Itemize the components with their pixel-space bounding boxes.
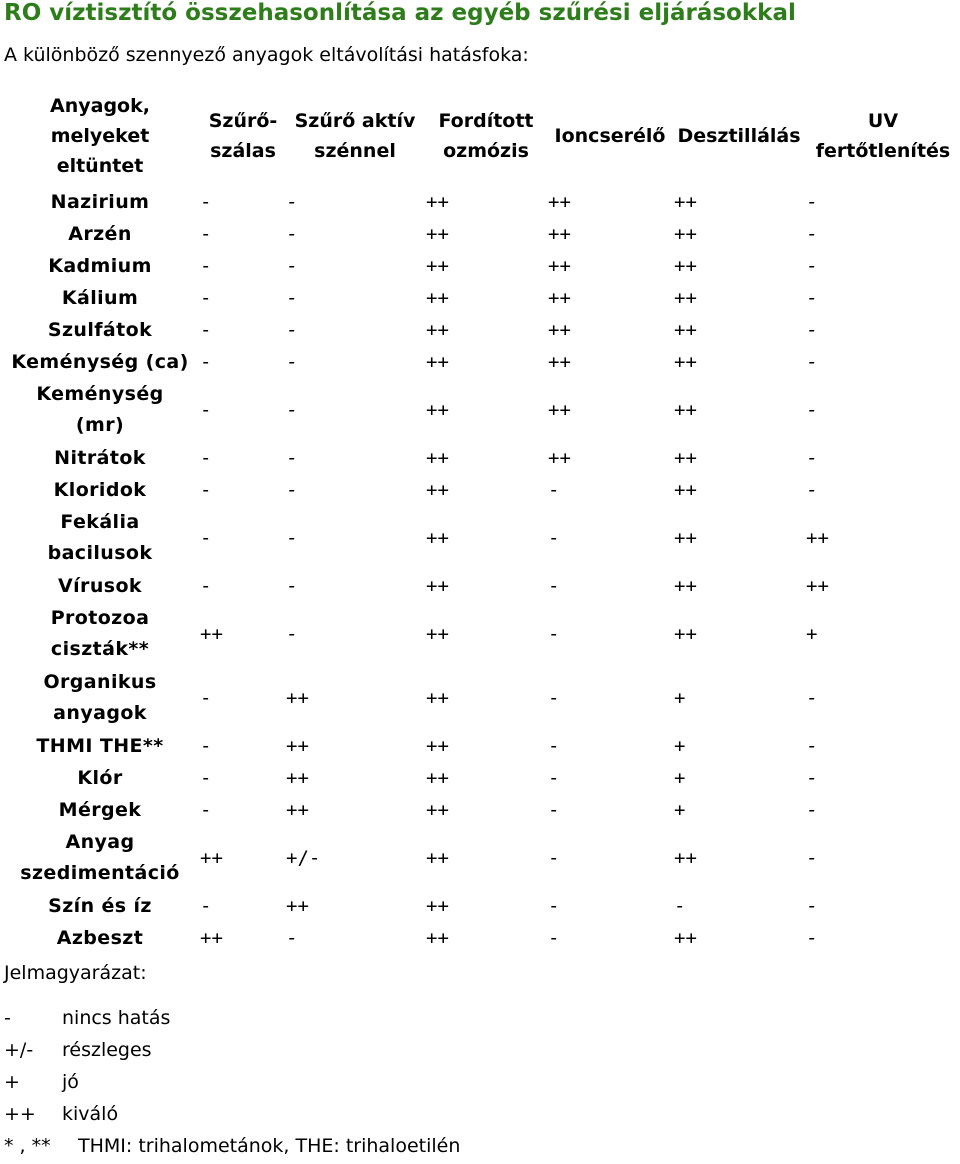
table-row — [0, 282, 960, 314]
rating-cell-ion-exchanger: - — [548, 575, 560, 597]
column-header-activated-carbon-filter — [286, 86, 424, 186]
rating-cell-uv-disinfection: + — [806, 623, 818, 645]
column-header-uv-disinfection — [806, 86, 960, 186]
row-label-line: Anyag — [65, 831, 135, 853]
rating-cell-distillation: + — [674, 799, 686, 821]
rating-cell-ion-exchanger: ++ — [548, 255, 571, 277]
row-label — [0, 602, 200, 666]
rating-cell-uv-disinfection: - — [806, 767, 818, 789]
row-label — [0, 890, 200, 922]
column-header-materials — [0, 86, 200, 186]
rating-cell-distillation: ++ — [674, 223, 697, 245]
rating-cell-reverse-osmosis: ++ — [426, 319, 449, 341]
row-label — [0, 442, 200, 474]
table-row — [0, 506, 960, 570]
rating-cell-ion-exchanger: - — [548, 479, 560, 501]
rating-cell-distillation: ++ — [674, 527, 697, 549]
rating-cell-fiber-filter: - — [200, 287, 212, 309]
rating-cell-uv-disinfection: - — [806, 847, 818, 869]
rating-cell-distillation: ++ — [674, 575, 697, 597]
rating-cell-distillation: + — [674, 735, 686, 757]
row-label-line: Mérgek — [58, 798, 142, 821]
row-label — [0, 314, 200, 346]
legend-item — [4, 1100, 460, 1132]
rating-cell-fiber-filter: - — [200, 447, 212, 469]
rating-cell-activated-carbon-filter: - — [286, 447, 298, 469]
rating-cell-activated-carbon-filter: - — [286, 351, 298, 373]
legend-item — [4, 1036, 460, 1068]
column-header-line: szénnel — [314, 140, 396, 162]
rating-cell-reverse-osmosis: ++ — [426, 287, 449, 309]
rating-cell-uv-disinfection: ++ — [806, 575, 829, 597]
row-label-line: ciszták** — [50, 638, 150, 660]
row-label-line: Keménység (ca) — [11, 350, 189, 373]
rating-cell-activated-carbon-filter: - — [286, 527, 298, 549]
rating-cell-ion-exchanger: ++ — [548, 287, 571, 309]
table-row — [0, 250, 960, 282]
row-label-line: Fekália — [60, 511, 140, 533]
rating-cell-fiber-filter: - — [200, 319, 212, 341]
table-row — [0, 602, 960, 666]
row-label — [0, 762, 200, 794]
rating-cell-reverse-osmosis: ++ — [426, 575, 449, 597]
table-row — [0, 346, 960, 378]
rating-cell-uv-disinfection: - — [806, 399, 818, 421]
rating-cell-activated-carbon-filter: ++ — [286, 799, 309, 821]
rating-cell-uv-disinfection: - — [806, 255, 818, 277]
row-label — [0, 506, 200, 570]
rating-cell-activated-carbon-filter: - — [286, 623, 298, 645]
rating-cell-activated-carbon-filter: - — [286, 223, 298, 245]
rating-cell-distillation: ++ — [674, 847, 697, 869]
row-label-line: Nitrátok — [54, 446, 146, 469]
rating-cell-fiber-filter: - — [200, 479, 212, 501]
rating-cell-ion-exchanger: - — [548, 767, 560, 789]
rating-cell-fiber-filter: - — [200, 191, 212, 213]
rating-cell-distillation: - — [674, 895, 686, 917]
column-header-line: Ioncserélő — [554, 125, 666, 147]
rating-cell-uv-disinfection: - — [806, 687, 818, 709]
rating-cell-uv-disinfection: - — [806, 223, 818, 245]
legend-text: részleges — [62, 1039, 152, 1061]
rating-cell-uv-disinfection: - — [806, 351, 818, 373]
rating-cell-reverse-osmosis: ++ — [426, 767, 449, 789]
rating-cell-uv-disinfection: ++ — [806, 527, 829, 549]
table-row — [0, 378, 960, 442]
row-label-line: Klór — [77, 766, 123, 789]
rating-cell-reverse-osmosis: ++ — [426, 799, 449, 821]
rating-cell-distillation: ++ — [674, 191, 697, 213]
column-header-distillation — [672, 86, 806, 186]
rating-cell-activated-carbon-filter: ++ — [286, 687, 309, 709]
rating-cell-distillation: + — [674, 687, 686, 709]
rating-cell-fiber-filter: ++ — [200, 927, 223, 949]
rating-cell-distillation: ++ — [674, 287, 697, 309]
table-row — [0, 922, 960, 954]
legend — [4, 1004, 460, 1164]
row-label-line: THMI THE** — [36, 734, 164, 757]
rating-cell-reverse-osmosis: ++ — [426, 255, 449, 277]
rating-cell-uv-disinfection: - — [806, 479, 818, 501]
rating-cell-reverse-osmosis: ++ — [426, 895, 449, 917]
column-header-line: Fordított — [438, 110, 534, 132]
table-header-row — [0, 86, 960, 186]
table-body — [0, 186, 960, 954]
table-row — [0, 314, 960, 346]
rating-cell-reverse-osmosis: ++ — [426, 479, 449, 501]
rating-cell-fiber-filter: - — [200, 399, 212, 421]
page-title: RO víztisztító összehasonlítása az egyéb szűrési eljárásokkal — [4, 0, 796, 26]
rating-cell-ion-exchanger: ++ — [548, 319, 571, 341]
rating-cell-reverse-osmosis: ++ — [426, 735, 449, 757]
rating-cell-uv-disinfection: - — [806, 799, 818, 821]
legend-text: nincs hatás — [62, 1007, 171, 1029]
row-label — [0, 570, 200, 602]
rating-cell-ion-exchanger: ++ — [548, 223, 571, 245]
legend-symbol: ++ — [4, 1103, 36, 1125]
rating-cell-activated-carbon-filter: ++ — [286, 735, 309, 757]
legend-symbol: + — [4, 1071, 20, 1093]
rating-cell-reverse-osmosis: ++ — [426, 927, 449, 949]
legend-symbol: - — [4, 1007, 11, 1029]
rating-cell-distillation: ++ — [674, 319, 697, 341]
legend-text: kiváló — [62, 1103, 119, 1125]
rating-cell-reverse-osmosis: ++ — [426, 191, 449, 213]
rating-cell-ion-exchanger: ++ — [548, 399, 571, 421]
rating-cell-activated-carbon-filter: - — [286, 399, 298, 421]
row-label — [0, 218, 200, 250]
rating-cell-reverse-osmosis: ++ — [426, 399, 449, 421]
row-label-line: szedimentáció — [20, 862, 180, 884]
row-label-line: Vírusok — [58, 574, 142, 597]
column-header-line: ozmózis — [443, 140, 529, 162]
row-label-line: Protozoa — [50, 607, 150, 629]
rating-cell-ion-exchanger: - — [548, 847, 560, 869]
row-label — [0, 666, 200, 730]
rating-cell-fiber-filter: - — [200, 351, 212, 373]
rating-cell-fiber-filter: - — [200, 895, 212, 917]
row-label — [0, 186, 200, 218]
row-label-line: Keménység — [36, 383, 164, 405]
row-label — [0, 378, 200, 442]
row-label — [0, 282, 200, 314]
rating-cell-uv-disinfection: - — [806, 927, 818, 949]
rating-cell-activated-carbon-filter: - — [286, 927, 298, 949]
rating-cell-reverse-osmosis: ++ — [426, 223, 449, 245]
rating-cell-ion-exchanger: - — [548, 895, 560, 917]
rating-cell-activated-carbon-filter: - — [286, 191, 298, 213]
rating-cell-uv-disinfection: - — [806, 735, 818, 757]
rating-cell-fiber-filter: ++ — [200, 847, 223, 869]
row-label-line: Kadmium — [48, 254, 152, 277]
page-subtitle: A különböző szennyező anyagok eltávolítási hatásfoka: — [4, 44, 529, 66]
rating-cell-distillation: ++ — [674, 351, 697, 373]
rating-cell-distillation: ++ — [674, 479, 697, 501]
legend-text: jó — [62, 1071, 79, 1093]
row-label — [0, 730, 200, 762]
column-header-reverse-osmosis — [424, 86, 548, 186]
row-label — [0, 474, 200, 506]
row-label-line: Szín és íz — [48, 894, 152, 917]
row-label-line: anyagok — [53, 702, 147, 724]
table-row — [0, 186, 960, 218]
rating-cell-reverse-osmosis: ++ — [426, 351, 449, 373]
rating-cell-fiber-filter: ++ — [200, 623, 223, 645]
rating-cell-activated-carbon-filter: - — [286, 255, 298, 277]
table-row — [0, 794, 960, 826]
rating-cell-activated-carbon-filter: +/- — [286, 847, 321, 869]
rating-cell-fiber-filter: - — [200, 575, 212, 597]
rating-cell-distillation: ++ — [674, 447, 697, 469]
rating-cell-activated-carbon-filter: - — [286, 287, 298, 309]
rating-cell-reverse-osmosis: ++ — [426, 623, 449, 645]
table-row — [0, 890, 960, 922]
rating-cell-fiber-filter: - — [200, 255, 212, 277]
rating-cell-uv-disinfection: - — [806, 287, 818, 309]
rating-cell-uv-disinfection: - — [806, 895, 818, 917]
rating-cell-reverse-osmosis: ++ — [426, 847, 449, 869]
rating-cell-ion-exchanger: ++ — [548, 191, 571, 213]
rating-cell-activated-carbon-filter: - — [286, 575, 298, 597]
rating-cell-ion-exchanger: - — [548, 799, 560, 821]
rating-cell-activated-carbon-filter: - — [286, 479, 298, 501]
column-header-line: Anyagok, — [50, 95, 150, 117]
table-row — [0, 218, 960, 250]
rating-cell-activated-carbon-filter: - — [286, 319, 298, 341]
legend-item — [4, 1132, 460, 1164]
legend-item — [4, 1068, 460, 1100]
column-header-line: UV — [867, 110, 899, 132]
row-label-line: Nazirium — [50, 190, 150, 213]
rating-cell-fiber-filter: - — [200, 527, 212, 549]
column-header-ion-exchanger — [548, 86, 672, 186]
legend-symbol: * , ** — [4, 1135, 51, 1157]
table-row — [0, 666, 960, 730]
rating-cell-activated-carbon-filter: ++ — [286, 767, 309, 789]
rating-cell-activated-carbon-filter: ++ — [286, 895, 309, 917]
rating-cell-ion-exchanger: - — [548, 927, 560, 949]
table-row — [0, 826, 960, 890]
row-label-line: Szulfátok — [47, 318, 153, 341]
row-label-line: Kloridok — [53, 478, 147, 501]
row-label-line: Azbeszt — [56, 926, 144, 949]
row-label-line: Organikus — [43, 671, 157, 693]
column-header-line: fertőtlenítés — [815, 140, 951, 162]
rating-cell-ion-exchanger: - — [548, 735, 560, 757]
rating-cell-ion-exchanger: - — [548, 623, 560, 645]
table-row — [0, 570, 960, 602]
row-label — [0, 794, 200, 826]
rating-cell-distillation: ++ — [674, 623, 697, 645]
rating-cell-distillation: + — [674, 767, 686, 789]
column-header-line: Desztillálás — [677, 125, 801, 147]
rating-cell-fiber-filter: - — [200, 223, 212, 245]
legend-symbol: +/- — [4, 1039, 34, 1061]
comparison-table — [0, 86, 960, 954]
rating-cell-distillation: ++ — [674, 927, 697, 949]
rating-cell-ion-exchanger: - — [548, 687, 560, 709]
rating-cell-uv-disinfection: - — [806, 191, 818, 213]
table-row — [0, 762, 960, 794]
table-row — [0, 474, 960, 506]
row-label — [0, 346, 200, 378]
rating-cell-ion-exchanger: ++ — [548, 351, 571, 373]
row-label — [0, 826, 200, 890]
rating-cell-reverse-osmosis: ++ — [426, 527, 449, 549]
legend-text: THMI: trihalometánok, THE: trihaloetilén — [78, 1135, 461, 1157]
rating-cell-reverse-osmosis: ++ — [426, 687, 449, 709]
column-header-line: eltüntet — [56, 155, 144, 177]
legend-item — [4, 1004, 460, 1036]
rating-cell-fiber-filter: - — [200, 767, 212, 789]
rating-cell-distillation: ++ — [674, 255, 697, 277]
rating-cell-fiber-filter: - — [200, 687, 212, 709]
column-header-line: melyeket — [50, 125, 150, 147]
column-header-fiber-filter — [200, 86, 286, 186]
row-label-line: bacilusok — [47, 542, 153, 564]
row-label — [0, 250, 200, 282]
table-row — [0, 442, 960, 474]
row-label-line: Kálium — [61, 286, 139, 309]
legend-title: Jelmagyarázat: — [4, 962, 147, 984]
rating-cell-uv-disinfection: - — [806, 319, 818, 341]
rating-cell-fiber-filter: - — [200, 735, 212, 757]
row-label-line: (mr) — [75, 414, 125, 436]
column-header-line: Szűrő aktív — [294, 110, 416, 132]
rating-cell-reverse-osmosis: ++ — [426, 447, 449, 469]
column-header-line: szálas — [210, 140, 276, 162]
row-label-line: Arzén — [68, 222, 132, 245]
rating-cell-fiber-filter: - — [200, 799, 212, 821]
table-row — [0, 730, 960, 762]
row-label — [0, 922, 200, 954]
rating-cell-uv-disinfection: - — [806, 447, 818, 469]
rating-cell-distillation: ++ — [674, 399, 697, 421]
rating-cell-ion-exchanger: ++ — [548, 447, 571, 469]
column-header-line: Szűrő- — [208, 110, 278, 132]
rating-cell-ion-exchanger: - — [548, 527, 560, 549]
